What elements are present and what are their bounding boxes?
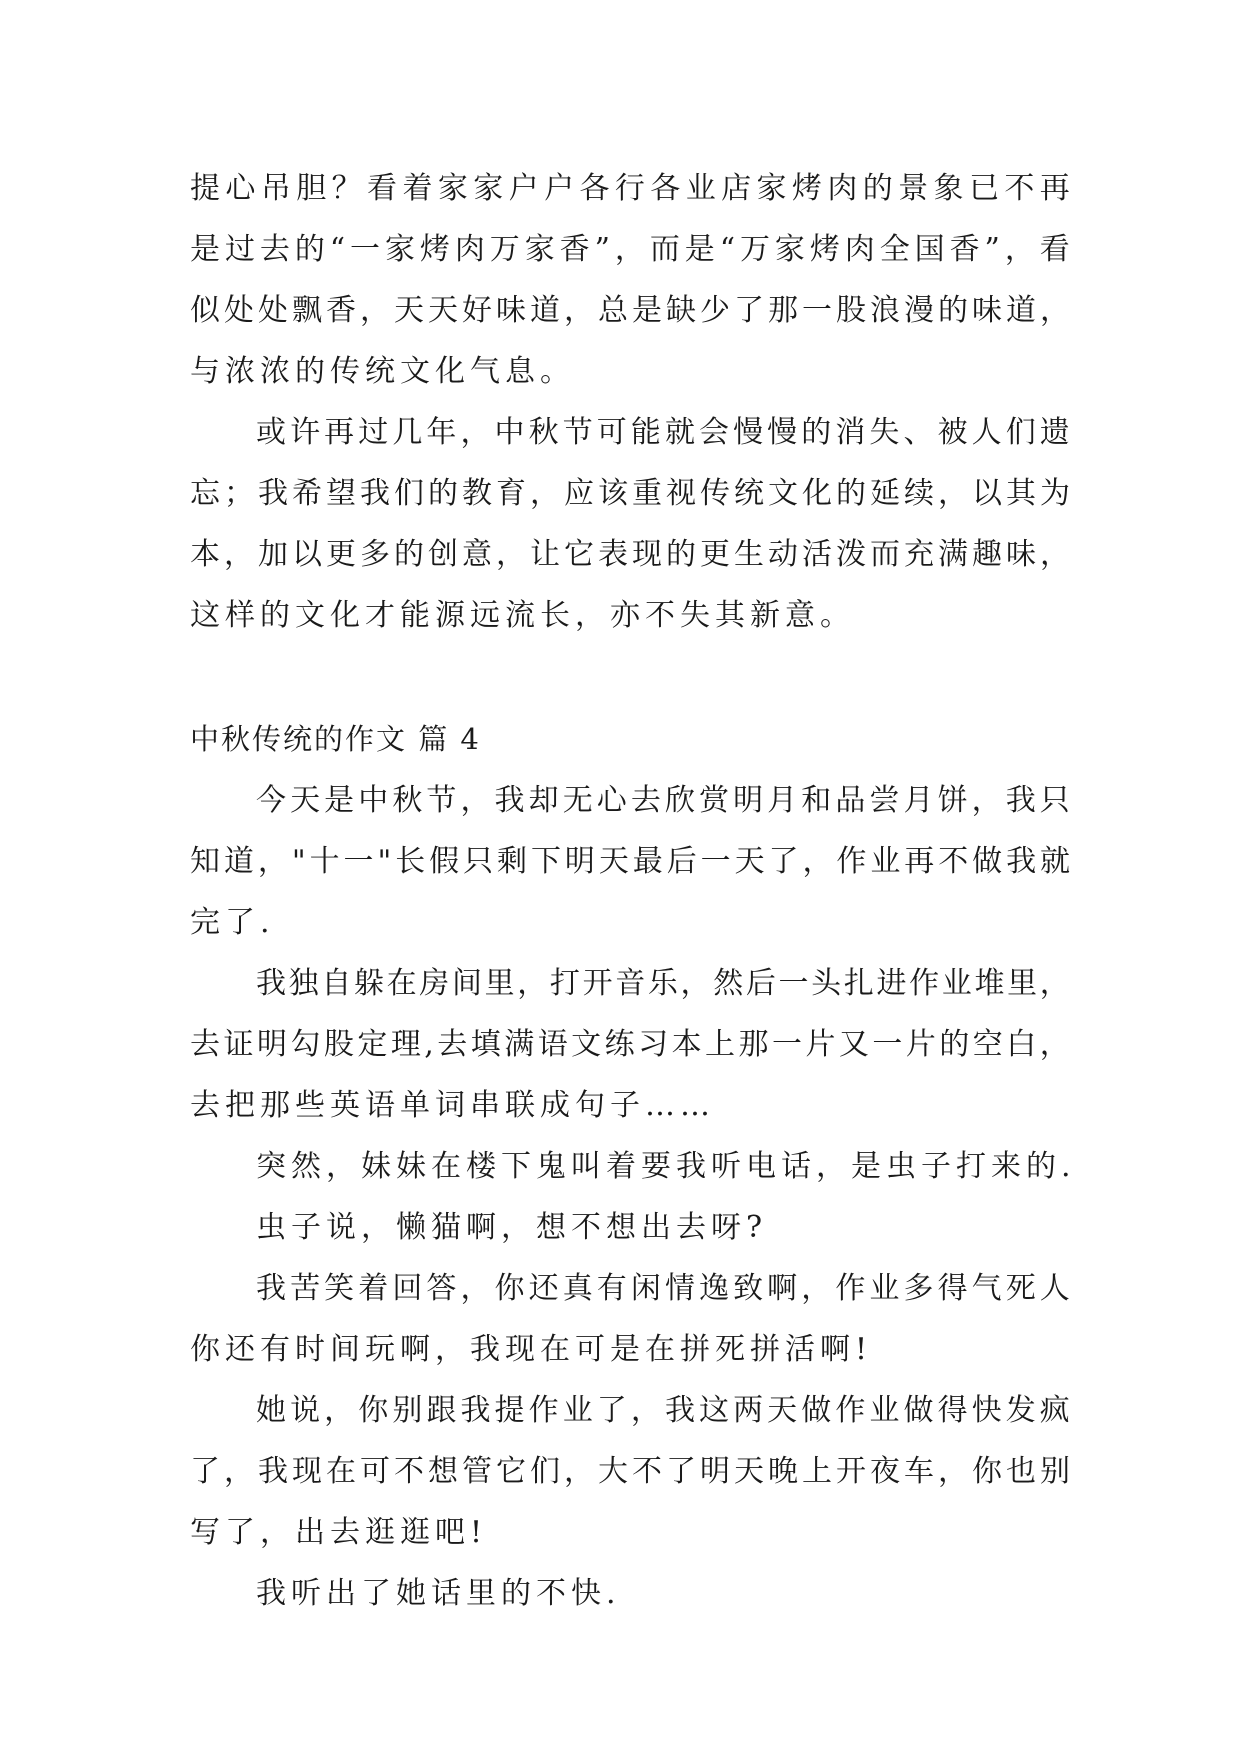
text-line: 去 证 明 勾 股 定 理 , 去 填 满 语 文 练 习 本 上 那 一 片 又 一 片 的 空 白 ， <box>190 1027 1070 1062</box>
text-line: 与浓浓的传统文化气息。 <box>190 354 575 389</box>
text-line: 去把那些英语单词串联成句子…… <box>190 1088 715 1123</box>
section-gap <box>190 646 1070 709</box>
paragraph-5 <box>190 1136 1076 1197</box>
text-line: 忘 ； 我 希 望 我 们 的 教 育 ， 应 该 重 视 传 统 文 化 的 延 续 ， 以 其 为 <box>190 476 1070 511</box>
document-body <box>190 158 1076 1624</box>
text-line: 今 天 是 中 秋 节 ， 我 却 无 心 去 欣 赏 明 月 和 品 尝 月 饼 ， 我 只 <box>256 783 1070 818</box>
paragraph-7 <box>190 1258 1070 1380</box>
text-line: 虫子说，懒猫啊，想不想出去呀? <box>256 1210 768 1245</box>
text-line: 写了，出去逛逛吧! <box>190 1515 488 1550</box>
text-line: 了 ， 我 现 在 可 不 想 管 它 们 ， 大 不 了 明 天 晚 上 开 夜 车 ， 你 也 别 <box>190 1454 1070 1489</box>
text-line: 知 道 ， " 十 一 " 长 假 只 剩 下 明 天 最 后 一 天 了 ， 作 业 再 不 做 我 就 <box>190 844 1070 879</box>
paragraph-2 <box>190 402 1070 646</box>
text-line: 我听出了她话里的不快. <box>256 1576 621 1611</box>
text-line: 提 心 吊 胆 ？ 看 着 家 家 户 户 各 行 各 业 店 家 烤 肉 的 景 象 已 不 再 <box>190 171 1070 206</box>
section-heading: 中秋传统的作文 篇 4 <box>190 722 481 756</box>
text-line: 你还有时间玩啊，我现在可是在拼死拼活啊! <box>190 1332 873 1367</box>
paragraph-6 <box>190 1197 1070 1258</box>
paragraph-3 <box>190 770 1070 953</box>
text-line: 是 过 去 的 “ 一 家 烤 肉 万 家 香 ” ， 而 是 “ 万 家 烤 肉 全 国 香 ” ， 看 <box>190 232 1070 267</box>
text-line: 本 ， 加 以 更 多 的 创 意 ， 让 它 表 现 的 更 生 动 活 泼 而 充 满 趣 味 ， <box>190 537 1070 572</box>
text-line: 我 苦 笑 着 回 答 ， 你 还 真 有 闲 情 逸 致 啊 ， 作 业 多 得 气 死 人 <box>256 1271 1070 1306</box>
text-line: 似 处 处 飘 香 ， 天 天 好 味 道 ， 总 是 缺 少 了 那 一 股 浪 漫 的 味 道 ， <box>190 293 1070 328</box>
paragraph-1 <box>190 158 1070 402</box>
text-line: 这样的文化才能源远流长，亦不失其新意。 <box>190 598 855 633</box>
paragraph-8 <box>190 1380 1070 1563</box>
text-line: 她 说 ， 你 别 跟 我 提 作 业 了 ， 我 这 两 天 做 作 业 做 得 快 发 疯 <box>256 1393 1070 1428</box>
text-line: 完了. <box>190 905 275 940</box>
paragraph-4 <box>190 953 1070 1136</box>
text-line: 或 许 再 过 几 年 ， 中 秋 节 可 能 就 会 慢 慢 的 消 失 、 被 人 们 遗 <box>256 415 1070 450</box>
paragraph-9 <box>190 1563 1070 1624</box>
text-line: 我 独 自 躲 在 房 间 里 ， 打 开 音 乐 ， 然 后 一 头 扎 进 作 业 堆 里 ， <box>256 966 1070 1001</box>
text-line: 突然，妹妹在楼下鬼叫着要我听电话，是虫子打来的. <box>256 1149 1076 1184</box>
